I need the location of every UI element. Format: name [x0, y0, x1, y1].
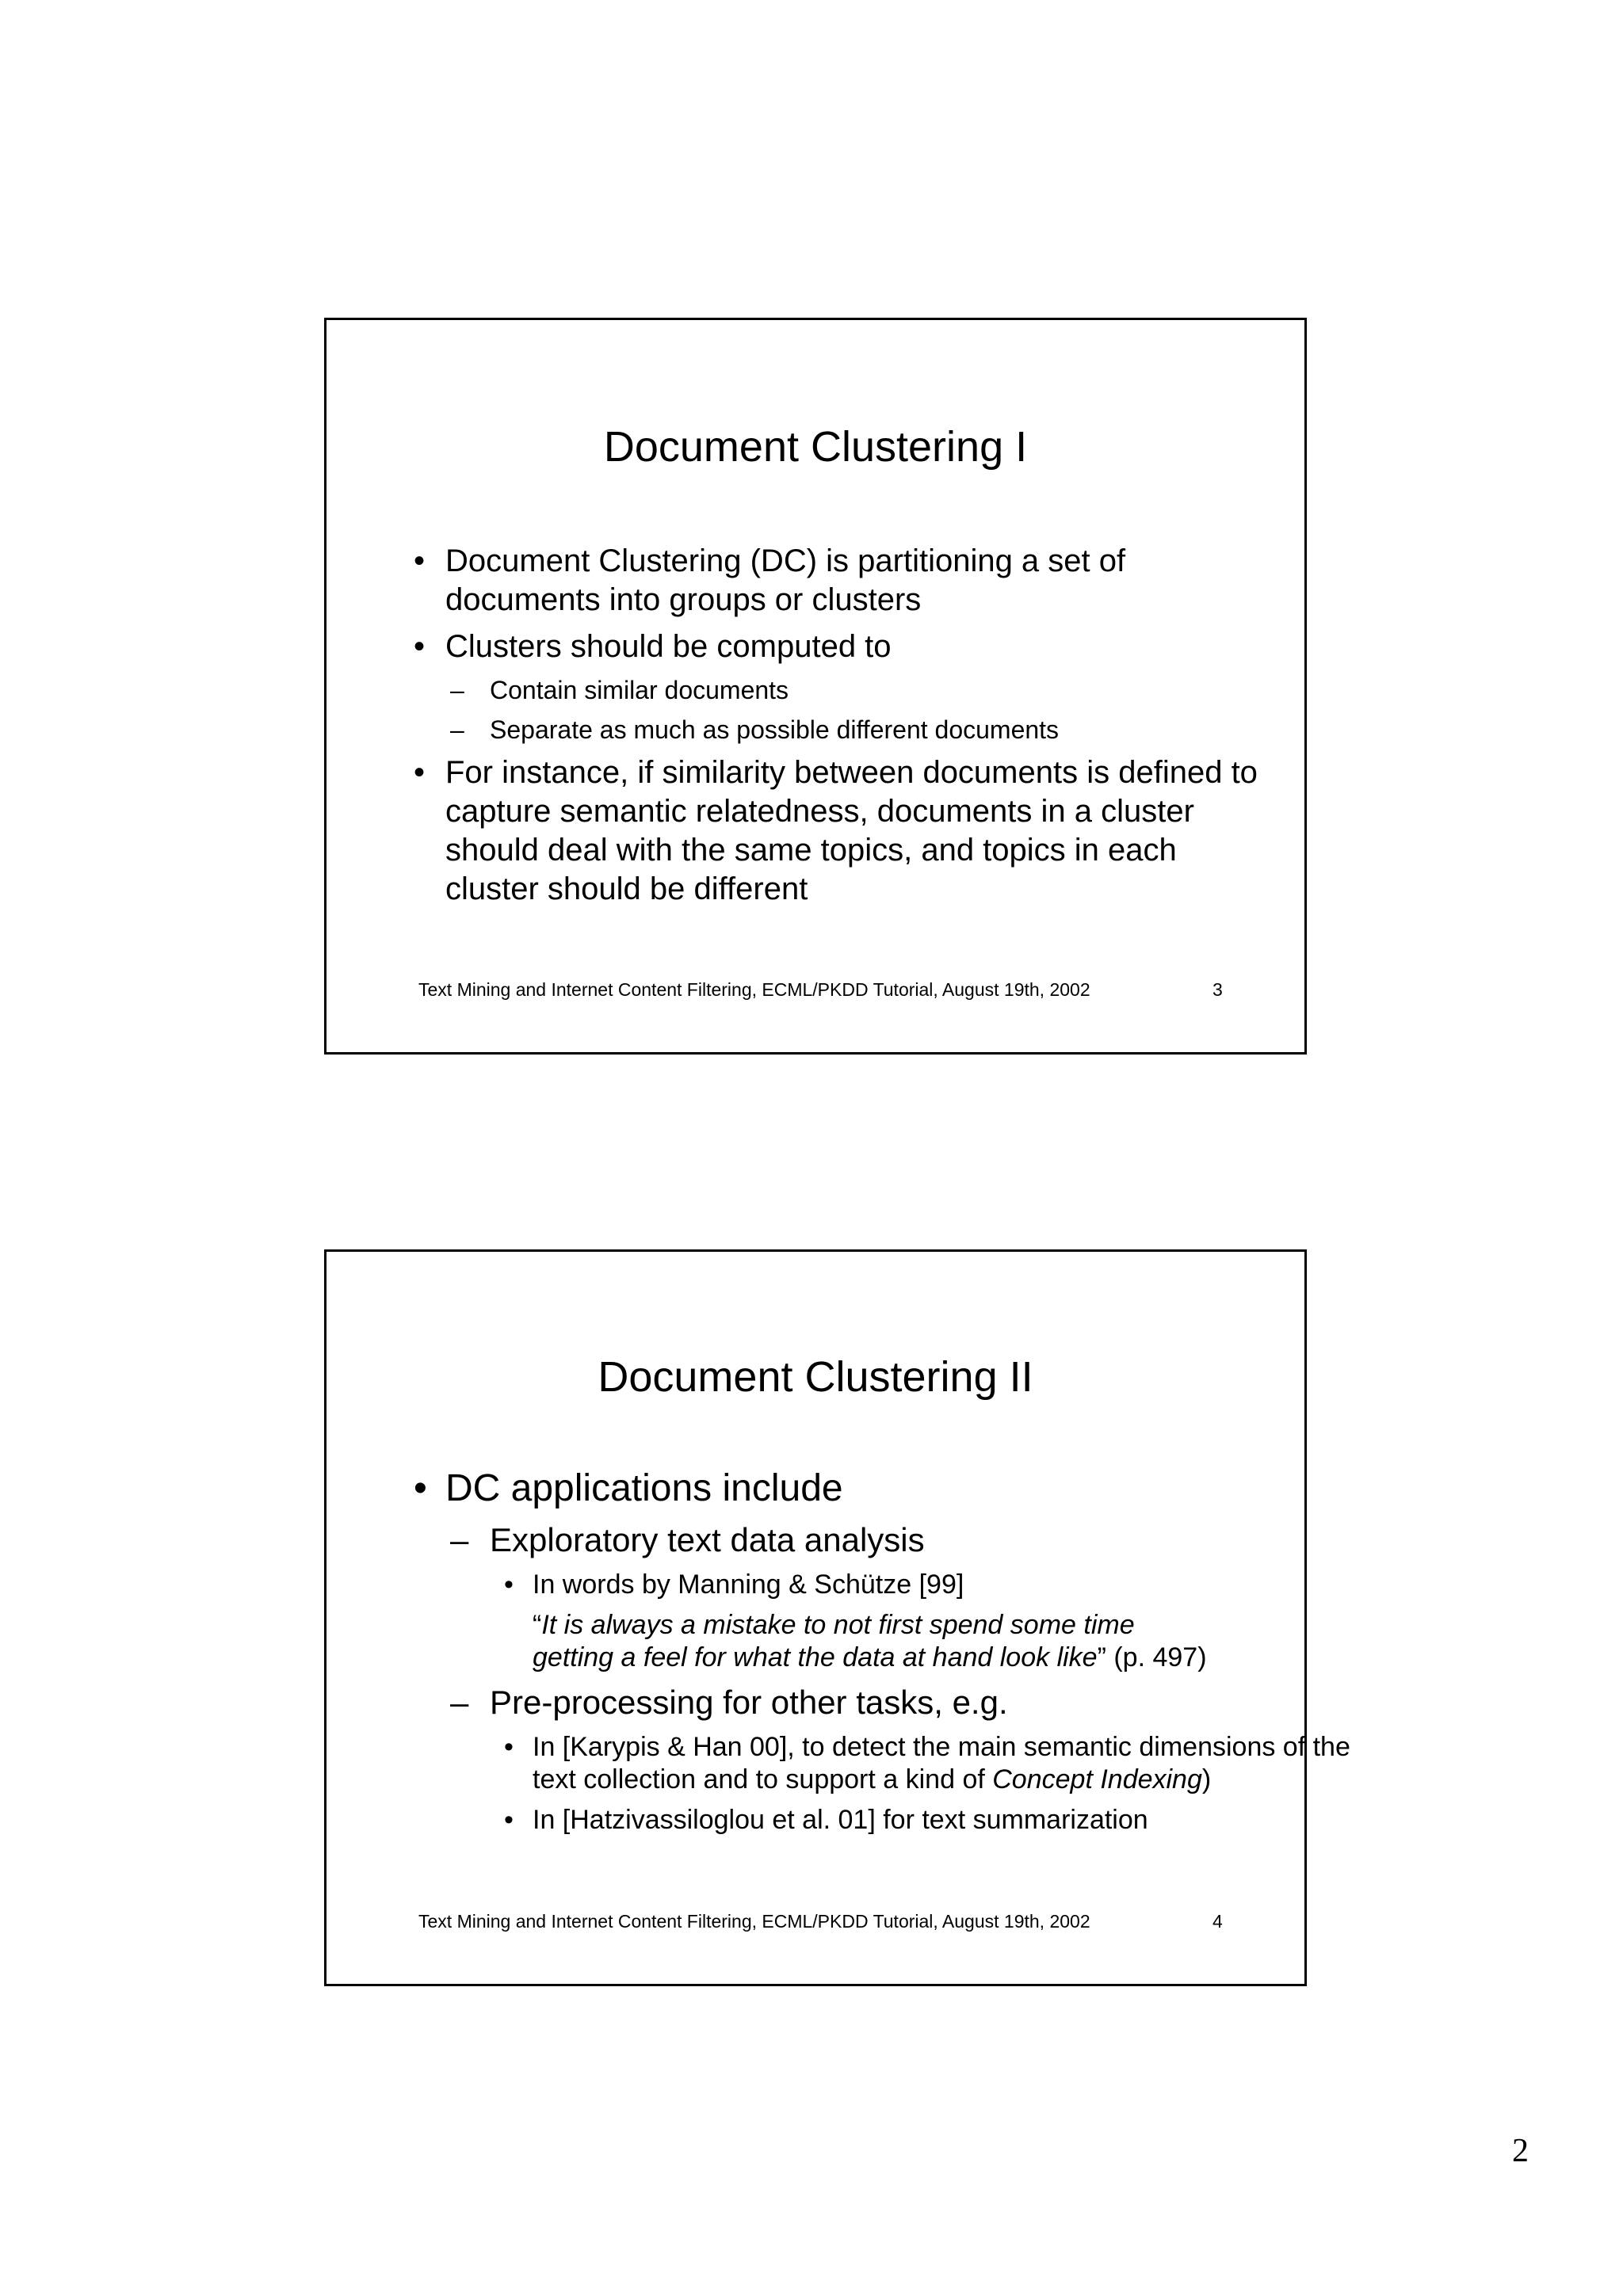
sub-bullet-item	[403, 674, 1273, 706]
sub-bullet-item	[403, 714, 1273, 746]
bullet-item	[403, 542, 1273, 620]
dash-icon: –	[450, 1521, 469, 1558]
bullet-text: For instance, if similarity between documents is defined to capture semantic relatedness, documents in a cluster should deal with the same topics, and topics in each cluster should be different	[445, 755, 1258, 906]
quote-block	[403, 1609, 1222, 1674]
bullet-dot-icon: •	[504, 1805, 514, 1835]
dash-icon: –	[450, 715, 464, 744]
sub-bullet-item	[403, 1682, 1273, 1723]
sub-sub-bullet-text: In [Hatzivassiloglou et al. 01] for text summarization	[533, 1805, 1148, 1835]
dash-icon: –	[450, 1684, 469, 1721]
bullet-item	[403, 753, 1262, 909]
sub-sub-bullet-item	[403, 1569, 1273, 1601]
dash-icon: –	[450, 676, 464, 704]
sub-bullet-text: Separate as much as possible different documents	[490, 715, 1060, 744]
quote-open: “	[533, 1610, 542, 1640]
page-number: 2	[1512, 2133, 1529, 2169]
bullet-dot-icon: •	[414, 629, 426, 664]
slide-document-clustering-i	[324, 318, 1307, 1055]
slide-footer: Text Mining and Internet Content Filtering, ECML/PKDD Tutorial, August 19th, 2002	[418, 979, 1090, 1000]
sub-bullet-item	[403, 1520, 1273, 1561]
slide-number: 3	[1212, 979, 1223, 1000]
sub-sub-bullet-text: In words by Manning & Schütze [99]	[533, 1569, 964, 1600]
bullet-item	[403, 1466, 1273, 1512]
sub-bullet-text: Pre-processing for other tasks, e.g.	[490, 1684, 1008, 1721]
closing-paren: )	[1201, 1764, 1212, 1794]
bullet-text: DC applications include	[445, 1467, 843, 1509]
bullet-item	[403, 627, 1273, 666]
bullet-dot-icon: •	[414, 1467, 427, 1509]
bullet-text: Document Clustering (DC) is partitioning a set of documents into groups or clusters	[445, 543, 1126, 617]
slide-body	[403, 1466, 1350, 1836]
slide-title: Document Clustering II	[598, 1353, 1033, 1401]
sub-sub-bullet-text: In [Karypis & Han 00], to detect the main semantic dimensions of the text collection and to support a kind of	[533, 1732, 1350, 1794]
sub-bullet-text: Exploratory text data analysis	[490, 1521, 925, 1558]
slide-number: 4	[1212, 1911, 1223, 1932]
slide-title: Document Clustering I	[603, 423, 1028, 471]
quote-text: It is always a mistake to not first spend some time getting a feel for what the data at hand look like	[533, 1610, 1135, 1672]
sub-sub-bullet-item	[403, 1731, 1357, 1796]
bullet-text: Clusters should be computed to	[445, 629, 892, 664]
slide-document-clustering-ii	[324, 1249, 1350, 1986]
slide-footer: Text Mining and Internet Content Filtering, ECML/PKDD Tutorial, August 19th, 2002	[418, 1911, 1090, 1932]
bullet-dot-icon: •	[414, 755, 426, 790]
bullet-dot-icon: •	[504, 1569, 514, 1600]
quote-close: ” (p. 497)	[1097, 1642, 1207, 1672]
concept-indexing-term: Concept Indexing	[992, 1764, 1202, 1794]
sub-bullet-text: Contain similar documents	[490, 676, 789, 704]
sub-sub-bullet-item	[403, 1804, 1273, 1836]
slide-body	[403, 534, 1273, 909]
bullet-dot-icon: •	[504, 1732, 514, 1762]
bullet-dot-icon: •	[414, 543, 426, 578]
